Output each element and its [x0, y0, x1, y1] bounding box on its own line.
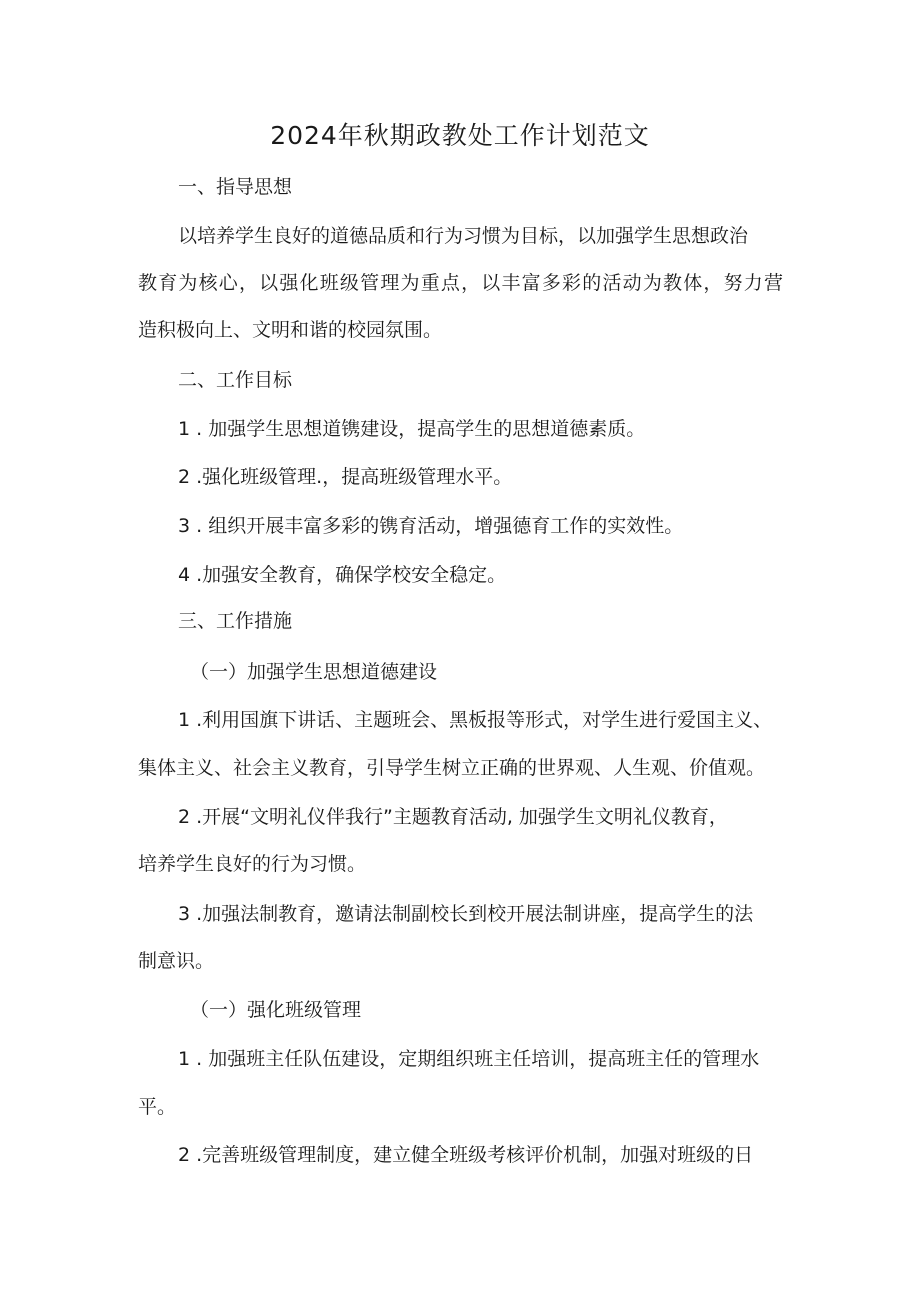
list-item: 2 .完善班级管理制度，建立健全班级考核评价机制，加强对班级的日 [178, 1144, 754, 1166]
list-item: 1 .利用国旗下讲话、主题班会、黑板报等形式，对学生进行爱国主义、 [178, 709, 773, 731]
list-item: 3 . 组织开展丰富多彩的镌育活动，增强德育工作的实效性。 [178, 515, 684, 537]
list-item-continuation: 制意识。 [138, 950, 215, 972]
paragraph-line: 教育为核心，以强化班级管理为重点，以丰富多彩的活动为教体，努力营 [138, 272, 783, 294]
list-item: 1 . 加强班主任队伍建设，定期组织班主任培训，提高班主任的管理水 [178, 1048, 760, 1070]
list-item-continuation: 平。 [138, 1096, 177, 1118]
list-item: 2 .强化班级管理.，提高班级管理水平。 [178, 466, 513, 488]
subsection-heading: （一）加强学生思想道德建设 [190, 661, 438, 683]
list-item-continuation: 培养学生良好的行为习惯。 [138, 853, 367, 875]
section-heading: 三、工作措施 [178, 610, 293, 632]
list-item: 3 .加强法制教育，邀请法制副校长到校开展法制讲座，提高学生的法 [178, 903, 754, 925]
list-item: 1 . 加强学生思想道镌建设，提高学生的思想道德素质。 [178, 418, 646, 440]
subsection-heading: （一）强化班级管理 [190, 999, 362, 1021]
paragraph-line: 以培养学生良好的道德品质和行为习惯为目标，以加强学生思想政治 [178, 225, 749, 247]
section-heading: 一、指导思想 [178, 176, 293, 198]
paragraph-line: 造积极向上、文明和谐的校园氛围。 [138, 319, 443, 341]
document-title: 2024年秋期政教处工作计划范文 [270, 121, 650, 150]
list-item: 2 .开展“文明礼仪伴我行”主题教育活动, 加强学生文明礼仪教育， [178, 806, 728, 828]
section-heading: 二、工作目标 [178, 369, 293, 391]
list-item: 4 .加强安全教育，确保学校安全稳定。 [178, 564, 507, 586]
list-item-continuation: 集体主义、社会主义教育，引导学生树立正确的世界观、人生观、价值观。 [138, 757, 766, 779]
